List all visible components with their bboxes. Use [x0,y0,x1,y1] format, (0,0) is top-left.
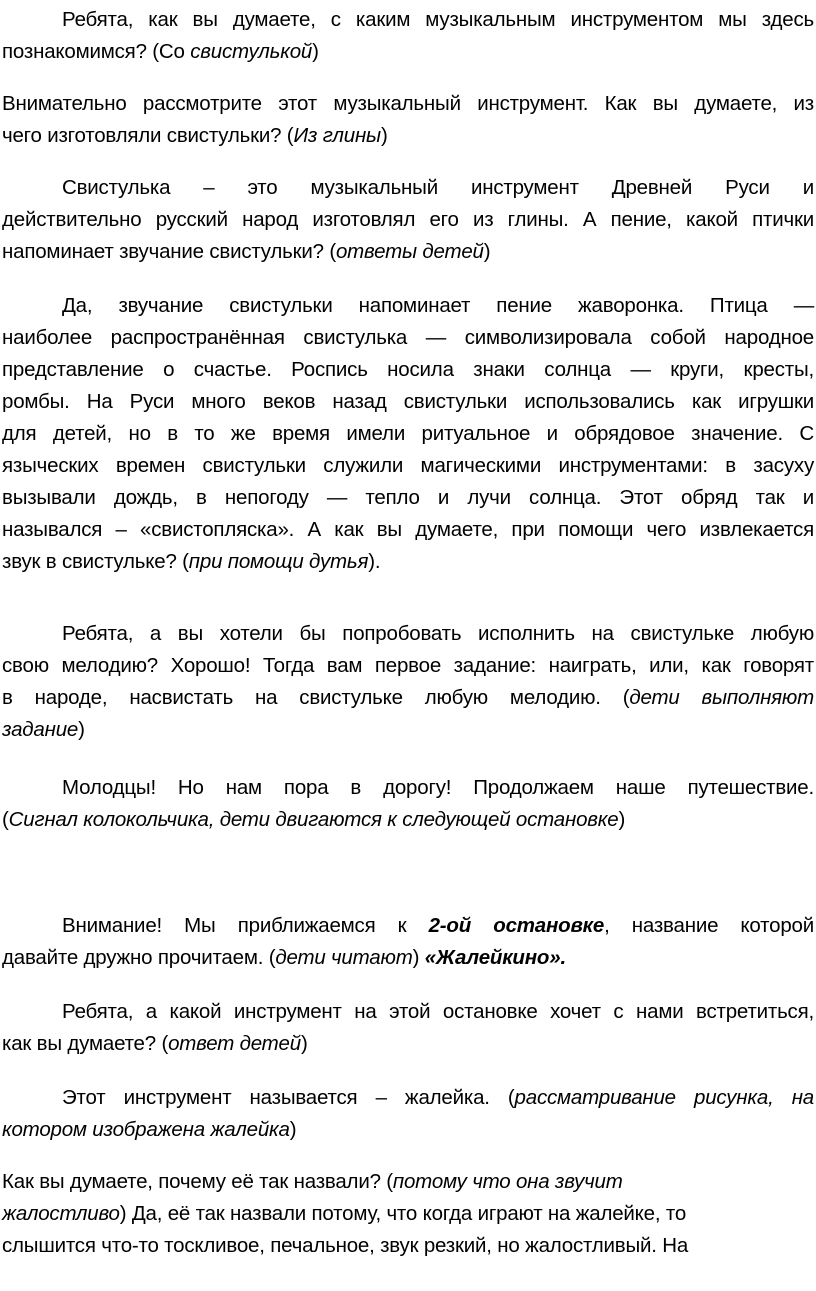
paragraph-7 [2,910,814,974]
p5-line-3: в народе, насвистать на свистульке любую мелодию. (дети выполняют [2,686,814,709]
paragraph-1 [2,4,814,68]
p7-line-2: давайте дружно прочитаем. (дети читают) «Жалейкино». [2,946,566,969]
paragraph-3 [2,172,814,268]
p2-line-1: Внимательно рассмотрите этот музыкальный инструмент. Как вы думаете, из [2,92,814,115]
paragraph-9 [2,1082,814,1146]
p4-line-4: ромбы. На Руси много веков назад свистульки использовались как игрушки [2,390,814,413]
p10-line-1: Как вы думаете, почему её так назвали? (потому что она звучит [2,1170,623,1193]
p2-line-2: чего изготовляли свистульки? (Из глины) [2,124,388,147]
paragraph-5 [2,618,814,746]
p1-line-1: Ребята, как вы думаете, с каким музыкальным инструментом мы здесь [62,8,814,31]
p1-line-2: познакомимся? (Со свистулькой) [2,40,319,63]
p4-line-6: языческих времен свистульки служили магическими инструментами: в засуху [2,454,814,477]
p5-line-1: Ребята, а вы хотели бы попробовать исполнить на свистульке любую [62,622,814,645]
paragraph-6 [2,772,814,836]
p3-line-1: Свистулька – это музыкальный инструмент Древней Руси и [62,176,814,199]
p9-line-2: котором изображена жалейка) [2,1118,297,1141]
paragraph-4 [2,290,814,578]
p10-line-2: жалостливо) Да, её так назвали потому, что когда играют на жалейке, то [2,1202,687,1225]
p9-line-1: Этот инструмент называется – жалейка. (рассматривание рисунка, на [62,1086,814,1109]
paragraph-2 [2,88,814,152]
paragraph-10 [2,1166,814,1262]
p4-line-1: Да, звучание свистульки напоминает пение жаворонка. Птица — [62,294,814,317]
p7-line-1: Внимание! Мы приближаемся к 2-ой остановке, название которой [62,914,814,937]
p3-line-2: действительно русский народ изготовлял его из глины. А пение, какой птички [2,208,814,231]
p8-line-2: как вы думаете? (ответ детей) [2,1032,308,1055]
p4-line-8: назывался – «свистопляска». А как вы думаете, при помощи чего извлекается [2,518,814,541]
paragraph-8 [2,996,814,1060]
p4-line-2: наиболее распространённая свистулька — символизировала собой народное [2,326,814,349]
p5-line-4: задание) [2,718,85,741]
p4-line-9: звук в свистульке? (при помощи дутья). [2,550,381,573]
p3-line-3: напоминает звучание свистульки? (ответы детей) [2,240,491,263]
p5-line-2: свою мелодию? Хорошо! Тогда вам первое задание: наиграть, или, как говорят [2,654,814,677]
p6-line-2: (Сигнал колокольчика, дети двигаются к следующей остановке) [2,808,626,831]
p4-line-3: представление о счастье. Роспись носила знаки солнца — круги, кресты, [2,358,814,381]
p4-line-5: для детей, но в то же время имели ритуальное и обрядовое значение. С [2,422,814,445]
p6-line-1: Молодцы! Но нам пора в дорогу! Продолжаем наше путешествие. [62,776,814,799]
p4-line-7: вызывали дождь, в непогоду — тепло и лучи солнца. Этот обряд так и [2,486,814,509]
p10-line-3: слышится что-то тоскливое, печальное, звук резкий, но жалостливый. На [2,1234,689,1257]
p8-line-1: Ребята, а какой инструмент на этой остановке хочет с нами встретиться, [62,1000,814,1023]
